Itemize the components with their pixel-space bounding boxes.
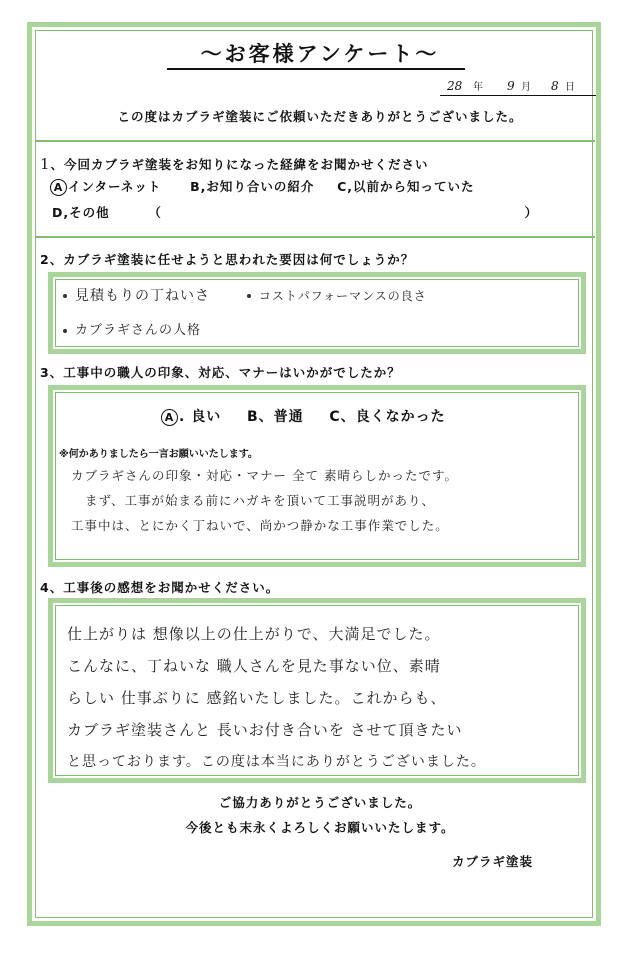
bullet-icon xyxy=(63,329,67,333)
q3-answer-box xyxy=(48,385,586,567)
bullet-icon xyxy=(63,294,67,298)
date-month-unit: 月 xyxy=(521,82,531,93)
bullet-icon xyxy=(247,294,251,298)
q1-paren-open: （ xyxy=(148,205,162,220)
q2-answer-box xyxy=(48,272,586,354)
q3-selected-circle: A xyxy=(161,409,178,426)
q3-options-row xyxy=(161,406,446,426)
date-day-unit: 日 xyxy=(565,82,575,93)
q1-paren-close: ） xyxy=(524,205,539,220)
q3-note: ※何かありましたら一言お願いいたします。 xyxy=(59,449,258,460)
q1-option-a: インターネット xyxy=(68,179,162,194)
q3-question: 3、工事中の職人の印象、対応、マナーはいかがでしたか？ xyxy=(40,365,401,380)
q4-answer-line-4: カブラギ塗装さんと 長いお付き合いを させて頂きたい xyxy=(67,721,463,739)
q2-answer-line-1 xyxy=(63,285,427,305)
q3-comment-line-1: カブラギさんの印象・対応・マナー 全て 素晴らしかったです。 xyxy=(71,468,458,483)
closing-thanks: ご協力ありがとうございました。 xyxy=(218,795,422,810)
date-field xyxy=(447,78,575,93)
q2-answer-2: コストパフォーマンスの良さ xyxy=(258,289,427,303)
q1-option-d: D,その他 xyxy=(52,205,110,220)
q2-question: 2、カブラギ塗装に任せようと思われた要因は何でしょうか？ xyxy=(40,252,415,267)
intro-text: この度はカブラギ塗装にご依頼いただきありがとうございました。 xyxy=(117,109,523,124)
q4-question: 4、工事後の感想をお聞かせください。 xyxy=(40,580,280,595)
q2-answer-3: カブラギさんの人格 xyxy=(75,323,202,338)
closing-regards: 今後とも末永くよろしくお願いいたします。 xyxy=(185,820,455,835)
q1-question-text: 、今回カブラギ塗装をお知りになった経緯をお聞かせください xyxy=(50,157,429,172)
q3-comment-line-3: 工事中は、とにかく丁ねいで、尚かつ静かな工事作業でした。 xyxy=(71,518,449,533)
survey-title: 〜お客様アンケート〜 xyxy=(200,42,440,66)
q1-number: 1 xyxy=(40,155,51,173)
q1-options-row xyxy=(50,177,475,196)
divider xyxy=(35,236,595,238)
signature: カブラギ塗装 xyxy=(452,854,534,869)
q1-option-c: C,以前から知っていた xyxy=(337,179,475,194)
q3-comment-line-2: まず、工事が始まる前にハガキを頂いて工事説明があり、 xyxy=(85,493,436,508)
q1-question xyxy=(40,155,429,173)
q2-answer-1: 見積もりの丁ねいさ xyxy=(75,288,210,304)
title-underline xyxy=(167,68,465,70)
date-year: 28 xyxy=(447,79,463,93)
q1-option-b: B,お知り合いの紹介 xyxy=(190,179,315,194)
date-year-unit: 年 xyxy=(473,82,483,93)
q4-answer-line-5: と思っております。この度は本当にありがとうございました。 xyxy=(67,754,486,770)
q3-option-a: . 良い xyxy=(179,409,222,425)
q1-selected-circle: A xyxy=(50,179,67,196)
q4-answer-line-3: らしい 仕事ぶりに 感銘いたしました。これからも、 xyxy=(67,689,447,707)
q3-option-c: C、良くなかった xyxy=(329,409,446,425)
date-underline xyxy=(440,95,596,96)
q1-other-row xyxy=(52,203,538,221)
q4-answer-line-1: 仕上がりは 想像以上の仕上がりで、大満足でした。 xyxy=(67,625,441,643)
q4-answer-line-2: こんなに、丁ねいな 職人さんを見た事ない位、素晴 xyxy=(67,657,441,675)
q3-option-b: B、普通 xyxy=(246,409,304,425)
divider xyxy=(35,140,595,142)
q2-answer-line-2 xyxy=(63,319,201,338)
date-month: 9 xyxy=(507,79,515,93)
date-day: 8 xyxy=(551,79,559,93)
q4-answer-box xyxy=(48,598,586,783)
